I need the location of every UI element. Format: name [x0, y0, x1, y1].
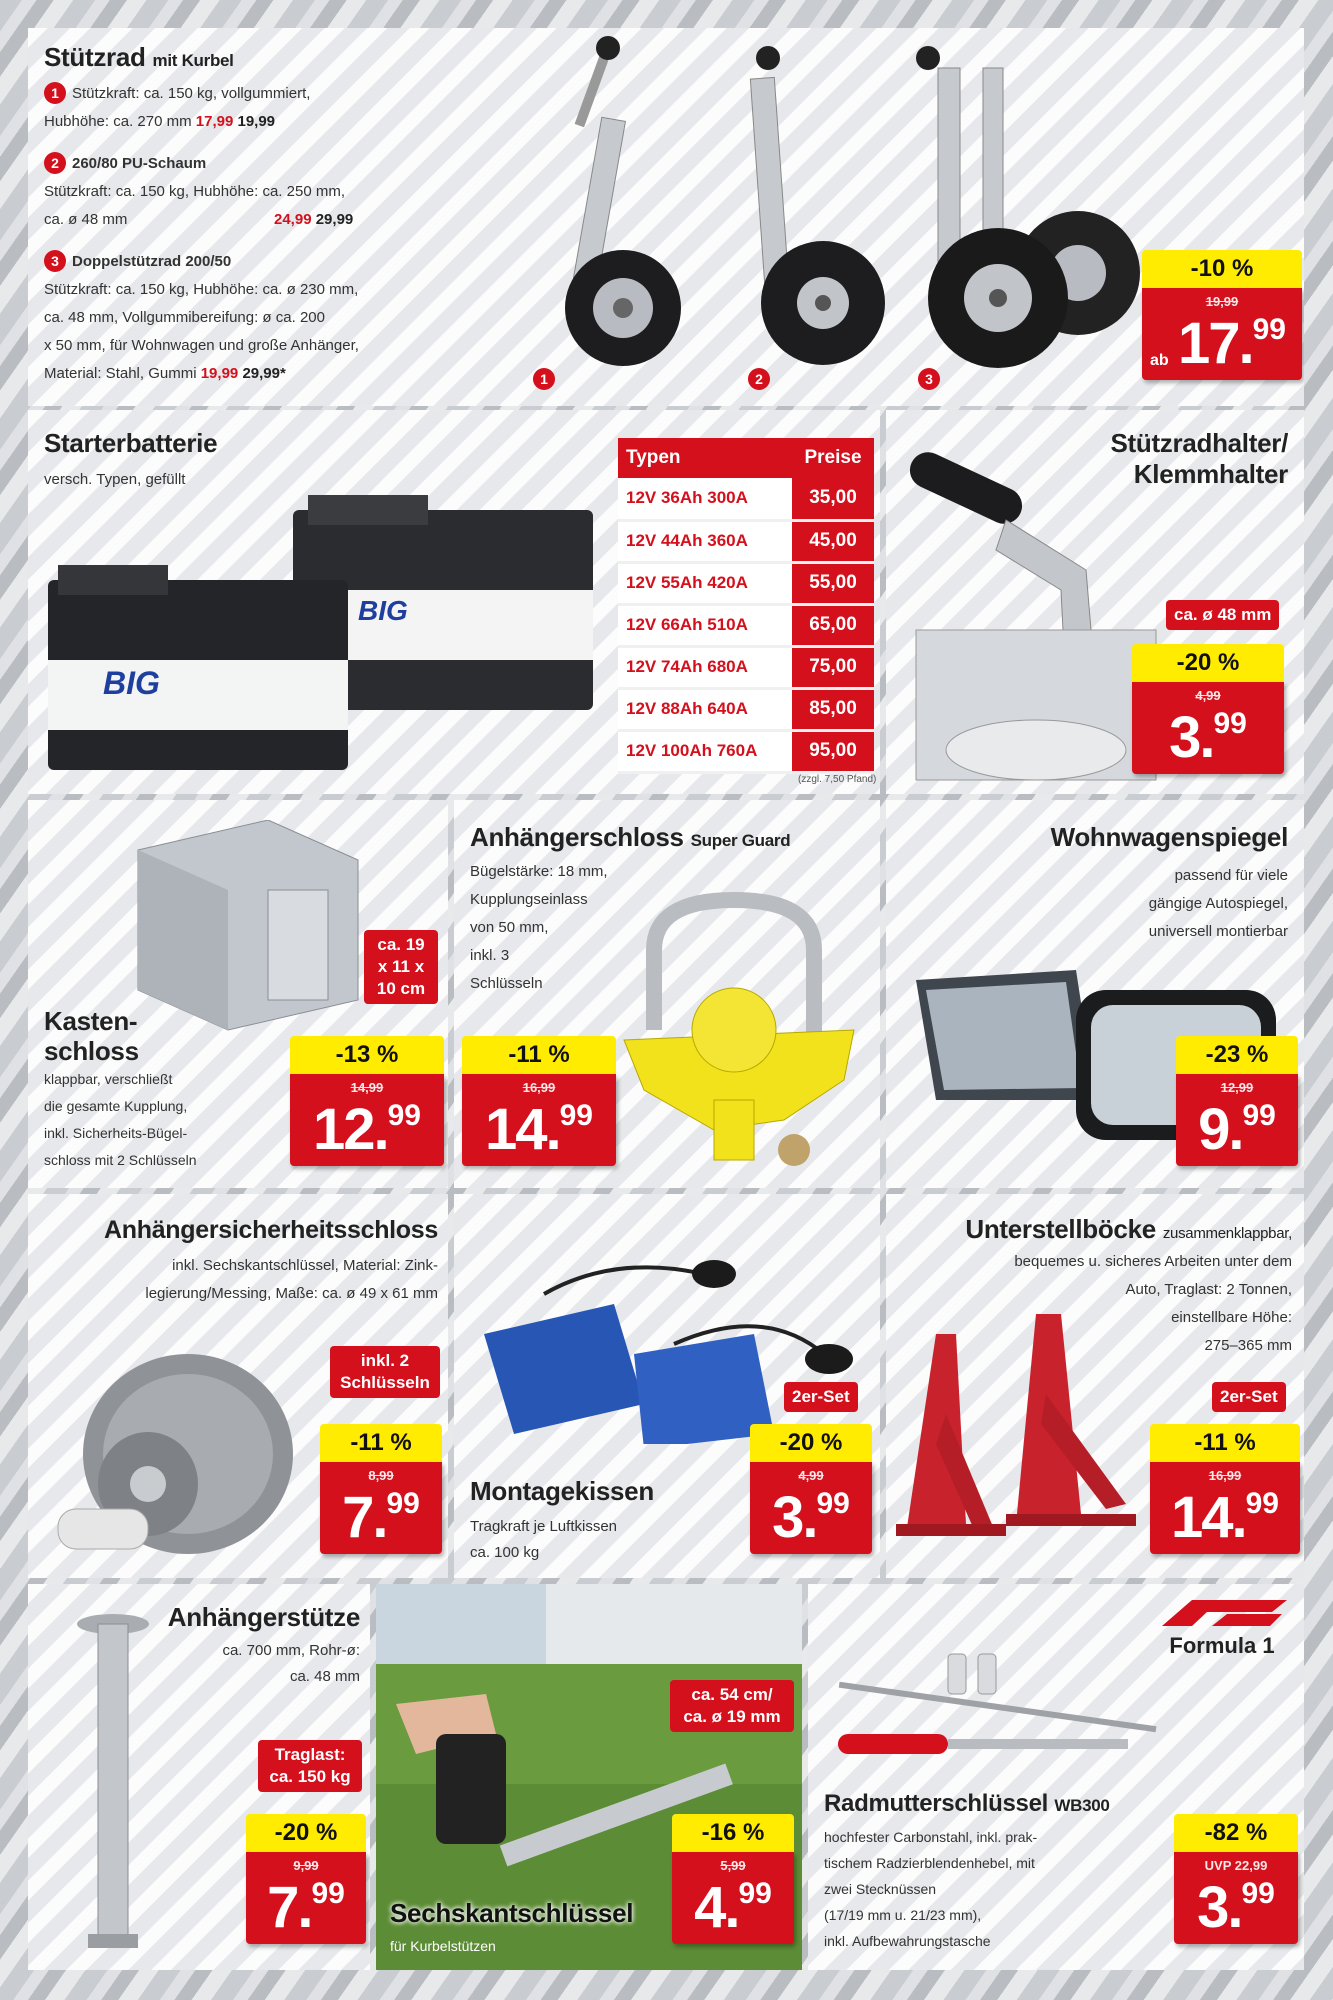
price-box	[1142, 288, 1302, 380]
price-tag-anhaengerschloss	[462, 1036, 616, 1166]
spiegel-title: Wohnwagenspiegel	[1050, 822, 1288, 852]
boecke-title: Unterstellböcke zusammenklappbar,	[965, 1214, 1292, 1244]
battery-type-cell: 12V 36Ah 300A	[618, 478, 792, 520]
table-row	[618, 604, 874, 646]
price-value: 19,99	[200, 365, 239, 382]
price-box	[1132, 682, 1284, 774]
battery-type-cell: 12V 88Ah 640A	[618, 688, 792, 730]
panel-anhaengerstuetze	[28, 1584, 370, 1970]
panel-batterie	[28, 410, 880, 794]
battery-price-table	[618, 438, 874, 774]
battery-price-cell: 95,00	[792, 730, 874, 772]
price-tag-montage	[750, 1424, 872, 1554]
price-box	[1174, 1852, 1298, 1944]
panel-kastenschloss	[28, 800, 448, 1188]
battery-type-cell: 12V 100Ah 760A	[618, 730, 792, 772]
price-box	[1176, 1074, 1298, 1166]
current-price: 7.99	[342, 1485, 420, 1550]
current-price: 3.99	[1197, 1875, 1275, 1940]
battery-type-cell: 12V 55Ah 420A	[618, 562, 792, 604]
deposit-note: (zzgl. 7,50 Pfand)	[798, 774, 877, 785]
price-value: 17,99	[195, 113, 234, 130]
halter-title: Stützradhalter/ Klemmhalter	[1110, 428, 1288, 489]
current-price: 14.99	[1170, 1485, 1279, 1550]
discount-label: -20 %	[1132, 644, 1284, 682]
prop-stand-image	[68, 1604, 168, 1964]
discount-label: -82 %	[1174, 1814, 1298, 1852]
size-badge: ca. ø 48 mm	[1166, 600, 1279, 630]
sicherheit-title: Anhängersicherheitsschloss	[104, 1216, 438, 1244]
image-label-3: 3	[918, 368, 946, 390]
price-box	[1150, 1462, 1300, 1554]
wheel-wrench-image	[818, 1644, 1158, 1784]
price-box	[462, 1074, 616, 1166]
stuetze-title: Anhängerstütze	[167, 1602, 360, 1632]
image-label-1: 1	[533, 368, 561, 390]
old-price: 14,99	[350, 1080, 384, 1095]
panel-anhaengerschloss	[454, 800, 880, 1188]
montage-title: Montagekissen	[470, 1476, 654, 1506]
batterie-desc: versch. Typen, gefüllt	[44, 471, 186, 488]
panel-unterstellboecke	[886, 1194, 1304, 1578]
discount-label: -20 %	[246, 1814, 366, 1852]
panel-montagekissen	[454, 1194, 880, 1578]
battery-price-cell: 85,00	[792, 688, 874, 730]
price-tag-boecke	[1150, 1424, 1300, 1554]
old-price: 29,99*	[242, 365, 286, 382]
old-price: 16,99	[1208, 1468, 1242, 1483]
battery-price-cell: 65,00	[792, 604, 874, 646]
discount-label: -11 %	[320, 1424, 442, 1462]
price-box	[750, 1462, 872, 1554]
table-row	[618, 478, 874, 520]
panel-sechskant	[376, 1584, 802, 1970]
current-price: 17.99	[1177, 311, 1286, 376]
old-price: 5,99	[720, 1858, 746, 1873]
formula1-logo-text: Formula 1	[1169, 1633, 1275, 1658]
battery-price-cell: 55,00	[792, 562, 874, 604]
price-tag-sicherheit	[320, 1424, 442, 1554]
battery-price-cell: 75,00	[792, 646, 874, 688]
current-price: 7.99	[267, 1875, 345, 1940]
stuetzrad-title: Stützrad mit Kurbel	[44, 42, 234, 72]
price-box	[672, 1852, 794, 1944]
panel-spiegel	[886, 800, 1304, 1188]
sicherheit-desc: inkl. Sechskantschlüssel, Material: Zink- legierung/Messing, Maße: ca. ø 49 x 61 mm	[145, 1257, 438, 1302]
price-tag-radmutter	[1174, 1814, 1298, 1944]
keys-badge: inkl. 2 Schlüsseln	[330, 1346, 440, 1398]
price-tag-stuetzrad	[1142, 250, 1302, 380]
size-badge: ca. 19 x 11 x 10 cm	[364, 930, 438, 1004]
item-number: 1	[44, 82, 66, 104]
table-row	[618, 646, 874, 688]
battery-price-cell: 35,00	[792, 478, 874, 520]
boecke-desc: bequemes u. sicheres Arbeiten unter dem Auto, Traglast: 2 Tonnen, einstellbare Höhe: 275–365 mm	[1014, 1253, 1292, 1354]
discount-label: -11 %	[462, 1036, 616, 1074]
old-price: 12,99	[1220, 1080, 1254, 1095]
column-header: Preise	[792, 438, 874, 478]
current-price: 4.99	[694, 1875, 772, 1940]
price-box	[320, 1462, 442, 1554]
air-cushion-image	[464, 1234, 874, 1444]
current-price: 9.99	[1198, 1097, 1276, 1162]
batterie-title: Starterbatterie	[44, 428, 218, 458]
discount-label: -10 %	[1142, 250, 1302, 288]
coupling-lock-image	[614, 880, 874, 1180]
old-price: 4,99	[798, 1468, 824, 1483]
kasten-desc: klappbar, verschließt die gesamte Kupplung, inkl. Sicherheits-Bügel- schloss mit 2 Schlüsseln	[44, 1071, 197, 1168]
jockey-wheel-image-2	[718, 38, 898, 388]
table-row	[618, 562, 874, 604]
montage-desc: Tragkraft je Luftkissen ca. 100 kg	[470, 1518, 618, 1561]
kasten-title: Kasten- schloss	[44, 1006, 139, 1066]
spiegel-desc: passend für viele gängige Autospiegel, universell montierbar	[1148, 867, 1288, 940]
battery-image	[38, 460, 618, 780]
battery-type-cell: 12V 44Ah 360A	[618, 520, 792, 562]
item-number: 3	[44, 250, 66, 272]
discount-label: -11 %	[1150, 1424, 1300, 1462]
discount-label: -20 %	[750, 1424, 872, 1462]
price-box	[290, 1074, 444, 1166]
jockey-wheel-image-1	[528, 28, 708, 388]
old-price: 4,99	[1195, 688, 1221, 703]
old-price: 19,99	[237, 113, 276, 130]
battery-type-cell: 12V 66Ah 510A	[618, 604, 792, 646]
price-tag-halter	[1132, 644, 1284, 774]
stuetzrad-item-2: 2 260/80 PU-Schaum Stützkraft: ca. 150 kg, Hubhöhe: ca. 250 mm, ca. ø 48 mm 24,99 29,99	[44, 150, 504, 234]
table-header-row	[618, 438, 874, 478]
discount-label: -13 %	[290, 1036, 444, 1074]
item-number: 2	[44, 152, 66, 174]
current-price: 3.99	[772, 1485, 850, 1550]
price-tag-kasten	[290, 1036, 444, 1166]
formula1-logo	[1152, 1598, 1292, 1659]
set-badge: 2er-Set	[1212, 1382, 1286, 1412]
security-lock-image	[38, 1334, 308, 1574]
old-price: 29,99	[315, 211, 354, 228]
price-tag-spiegel	[1176, 1036, 1298, 1166]
current-price: 14.99	[484, 1097, 593, 1162]
sechskant-desc: für Kurbelstützen	[390, 1938, 496, 1954]
battery-type-cell: 12V 74Ah 680A	[618, 646, 792, 688]
battery-price-cell: 45,00	[792, 520, 874, 562]
old-price: UVP 22,99	[1204, 1858, 1268, 1873]
stuetzrad-item-1: 1 Stützkraft: ca. 150 kg, vollgummiert, Hubhöhe: ca. 270 mm 17,99 19,99	[44, 80, 504, 136]
table-row	[618, 730, 874, 772]
radmutter-desc: hochfester Carbonstahl, inkl. prak- tischem Radzierblendenhebel, mit zwei Stecknüssen (17/19 mm u. 21/23 mm), inkl. Aufbewahrungstasche	[824, 1829, 1038, 1949]
set-badge: 2er-Set	[784, 1382, 858, 1412]
panel-radmutter	[808, 1584, 1304, 1970]
radmutter-title: Radmutterschlüssel WB300	[824, 1790, 1110, 1817]
panel-sicherheitsschloss	[28, 1194, 448, 1578]
table-row	[618, 688, 874, 730]
price-tag-stuetze	[246, 1814, 366, 1944]
panel-halter	[886, 410, 1304, 794]
price-value: 24,99	[274, 211, 312, 228]
table-row	[618, 520, 874, 562]
image-label-2: 2	[748, 368, 776, 390]
stuetze-desc: ca. 700 mm, Rohr-ø: ca. 48 mm	[222, 1642, 360, 1685]
stuetzrad-item-3: 3 Doppelstützrad 200/50 Stützkraft: ca. 150 kg, Hubhöhe: ca. ø 230 mm, ca. 48 mm, Vollgummibereifung: ø ca. 200 x 50 mm, für Wohnwagen und große Anhänger, Material: Stahl, Gummi 19,99 29,99*	[44, 248, 504, 388]
panel-stuetzrad	[28, 28, 1304, 406]
old-price: 8,99	[368, 1468, 394, 1483]
load-badge: Traglast: ca. 150 kg	[258, 1740, 362, 1792]
current-price: 12.99	[312, 1097, 421, 1162]
old-price: 9,99	[293, 1858, 319, 1873]
size-badge: ca. 54 cm/ ca. ø 19 mm	[670, 1680, 794, 1732]
box-lock-image	[118, 820, 378, 1040]
column-header: Typen	[618, 438, 792, 478]
anhaengerschloss-desc: Bügelstärke: 18 mm, Kupplungseinlass von 50 mm, inkl. 3 Schlüsseln	[470, 863, 608, 992]
anhaengerschloss-title: Anhängerschloss Super Guard	[470, 822, 791, 852]
current-price: 3.99	[1169, 705, 1247, 770]
price-box	[246, 1852, 366, 1944]
sechskant-title: Sechskantschlüssel	[390, 1898, 634, 1928]
jack-stand-image	[896, 1294, 1146, 1574]
old-price: 16,99	[522, 1080, 556, 1095]
battery-brand-1: BIG	[103, 665, 160, 701]
discount-label: -23 %	[1176, 1036, 1298, 1074]
battery-brand-2: BIG	[358, 595, 408, 626]
old-price: 19,99	[1205, 294, 1239, 309]
price-prefix: ab	[1150, 352, 1169, 369]
price-tag-sechskant	[672, 1814, 794, 1944]
jockey-wheel-image-3	[908, 38, 1168, 398]
discount-label: -16 %	[672, 1814, 794, 1852]
